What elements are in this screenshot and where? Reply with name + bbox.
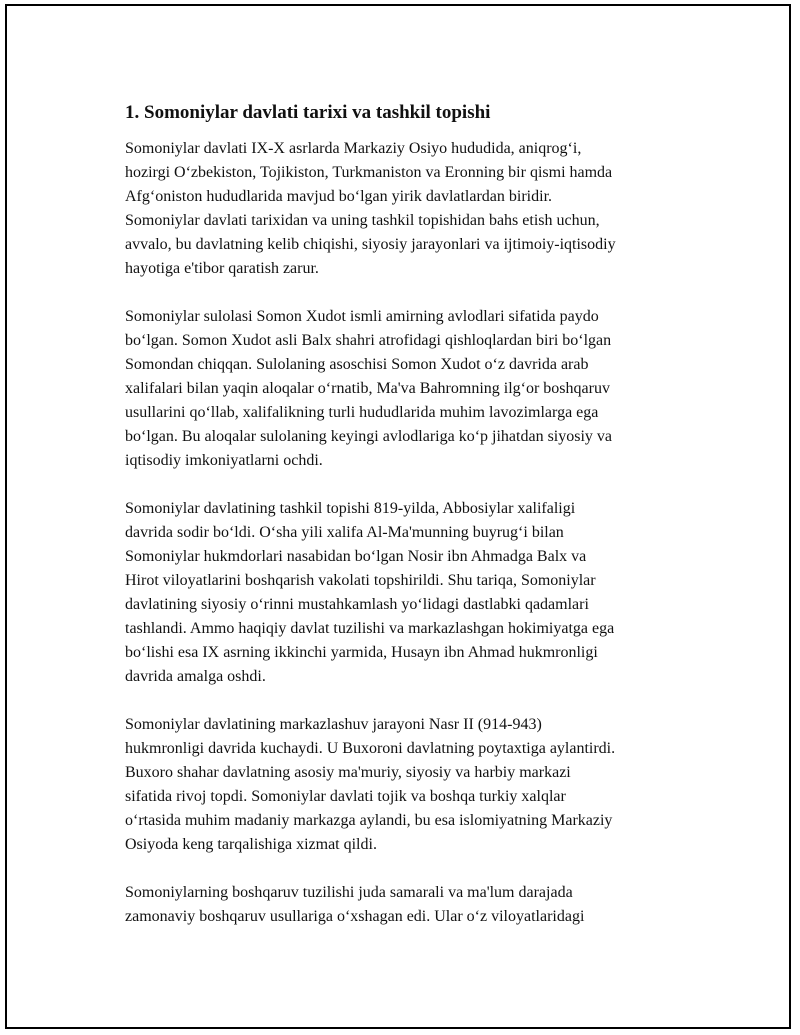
paragraph-1: Somoniylar davlati IX-X asrlarda Markaziy Osiyo hududida, aniqrog‘i, hozirgi O‘zbekiston, Tojikiston, Turkmaniston va Eronning bir qismi hamda Afg‘oniston hududlarida mavjud bo‘lgan yirik davlatlardan biridir. Somoniylar davlati tarixidan va uning tashkil topishidan bahs etish uchun, avvalo, bu davlatning kelib chiqishi, siyosiy jarayonlari va ijtimoiy-iqtisodiy hayotiga e'tibor qaratish zarur. [125,140,616,277]
document-body [125,101,705,953]
section-heading: 1. Somoniylar davlati tarixi va tashkil topishi [125,102,491,123]
paragraph-5: Somoniylarning boshqaruv tuzilishi juda samarali va ma'lum darajada zamonaviy boshqaruv usullariga o‘xshagan edi. Ular o‘z viloyatlaridagi [125,884,585,925]
page-frame [5,4,791,1029]
paragraph-2: Somoniylar sulolasi Somon Xudot ismli amirning avlodlari sifatida paydo bo‘lgan. Somon Xudot asli Balx shahri atrofidagi qishloqlardan biri bo‘lgan Somondan chiqqan. Sulolaning asoschisi Somon Xudot o‘z davrida arab xalifalari bilan yaqin aloqalar o‘rnatib, Ma'va Bahromning ilg‘or boshqaruv usullarini qo‘llab, xalifalikning turli hududlarida muhim lavozimlarga ega bo‘lgan. Bu aloqalar sulolaning keyingi avlodlariga ko‘p jihatdan siyosiy va iqtisodiy imkoniyatlarni ochdi. [125,308,613,469]
paragraph-3: Somoniylar davlatining tashkil topishi 819-yilda, Abbosiylar xalifaligi davrida sodir bo‘ldi. O‘sha yili xalifa Al-Ma'munning buyrug‘i bilan Somoniylar hukmdorlari nasabidan bo‘lgan Nosir ibn Ahmadga Balx va Hirot viloyatlarini boshqarish vakolati topshirildi. Shu tariqa, Somoniylar davlatining siyosiy o‘rinni mustahkamlash yo‘lidagi dastlabki qadamlari tashlandi. Ammo haqiqiy davlat tuzilishi va markazlashgan hokimiyatga ega bo‘lishi esa IX asrning ikkinchi yarmida, Husayn ibn Ahmad hukmronligi davrida amalga oshdi. [125,500,615,685]
paragraph-4: Somoniylar davlatining markazlashuv jarayoni Nasr II (914-943) hukmronligi davrida kuchaydi. U Buxoroni davlatning poytaxtiga aylantirdi. Buxoro shahar davlatning asosiy ma'muriy, siyosiy va harbiy markazi sifatida rivoj topdi. Somoniylar davlati tojik va boshqa turkiy xalqlar o‘rtasida muhim madaniy markazga aylandi, bu esa islomiyatning Markaziy Osiyoda keng tarqalishiga xizmat qildi. [125,716,616,853]
